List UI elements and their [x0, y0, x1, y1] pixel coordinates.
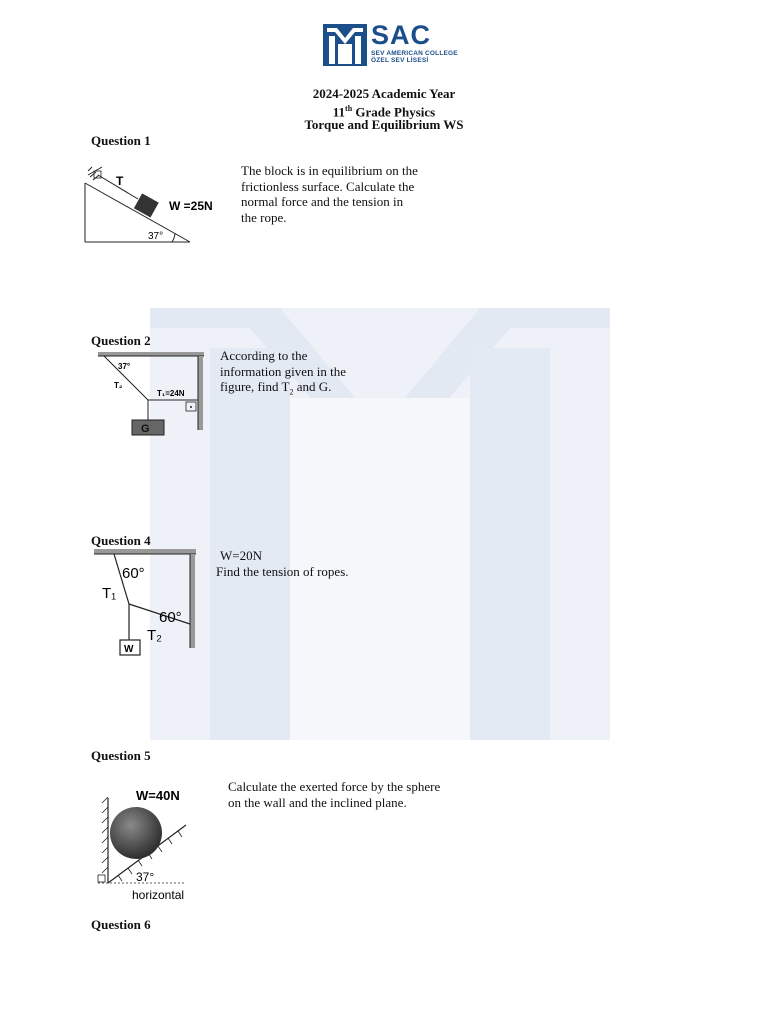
question-1-label: Question 1 [91, 133, 151, 148]
q4-t1-label: T₁ [102, 585, 117, 602]
watermark-logo [150, 308, 610, 740]
q5-weight-label: W=40N [136, 788, 180, 803]
q2-block-label: G [141, 423, 150, 435]
q1-weight-label: W =25N [169, 199, 213, 213]
question-2-label: Question 2 [91, 333, 151, 348]
q4-angle2-label: 60° [159, 609, 182, 626]
header-title: Torque and Equilibrium WS [304, 117, 464, 132]
logo-brand: SAC [371, 20, 432, 50]
q2-angle-label: 37° [118, 362, 131, 371]
q2-t2-label: T₂ [114, 381, 123, 390]
q2-t1-label: T₁=24N [157, 389, 185, 398]
q5-horizontal-label: horizontal [132, 888, 185, 902]
question-1-incline-diagram [80, 163, 225, 248]
question-1-text: The block is in equilibrium on the frictionless surface. Calculate the normal force and the tension in the rope. [241, 163, 418, 225]
question-5-sphere-diagram [88, 783, 213, 905]
school-logo [323, 22, 473, 68]
question-5-label: Question 5 [91, 748, 151, 763]
question-2-rope-diagram [94, 348, 209, 438]
header-year: 2024-2025 Academic Year [312, 86, 456, 101]
q4-block-label: W [124, 644, 134, 655]
question-6-label: Question 6 [91, 917, 151, 932]
q4-angle1-label: 60° [122, 565, 145, 582]
question-4-text: W=20N Find the tension of ropes. [216, 548, 349, 579]
question-4-label: Question 4 [91, 533, 151, 548]
q1-angle-label: 37° [148, 231, 164, 242]
question-2-text: According to the information given in the figure, find $T_2$ and G. [220, 348, 347, 397]
question-4-rope-diagram [92, 546, 202, 664]
q1-tension-label: T [116, 174, 124, 188]
q5-angle-label: 37° [136, 870, 155, 884]
logo-line1: SEV AMERICAN COLLEGE [371, 50, 458, 57]
q4-t2-label: T₂ [147, 627, 162, 644]
question-5-text: Calculate the exerted force by the sphere on the wall and the inclined plane. [228, 779, 441, 810]
logo-line2: ÖZEL SEV LİSESİ [371, 57, 429, 64]
logo-mark-icon [323, 24, 367, 66]
header-grade: 11th Grade Physics [332, 104, 436, 120]
